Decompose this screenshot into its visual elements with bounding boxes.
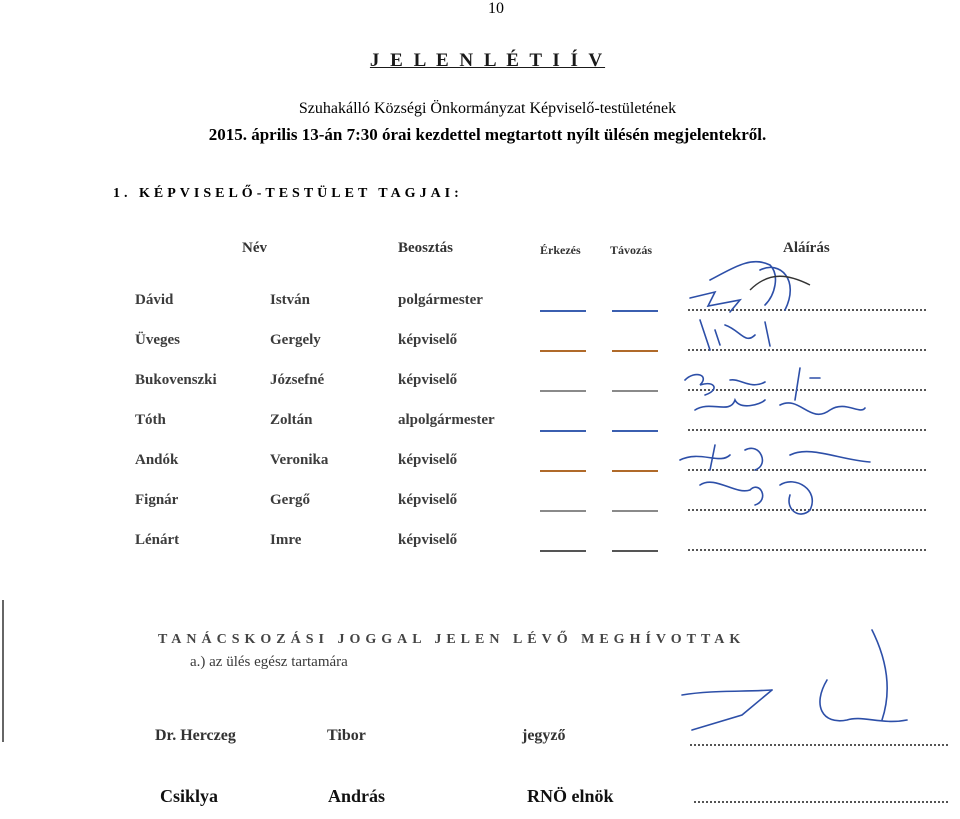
subtitle-line2: 2015. április 13-án 7:30 órai kezdettel megtartott nyílt ülésén megjelentekről. xyxy=(208,125,767,144)
section2-heading: TANÁCSKOZÁSI JOGGAL JELEN LÉVŐ MEGHÍVOTTAK xyxy=(158,632,746,647)
member-last-name: Dávid xyxy=(135,292,174,308)
arrival-line xyxy=(540,550,586,552)
margin-line xyxy=(2,600,4,742)
member-first-name: István xyxy=(270,292,311,308)
invitee-first-name: Tibor xyxy=(327,727,366,744)
member-last-name: Bukovenszki xyxy=(135,372,217,388)
member-last-name: Andók xyxy=(135,452,179,468)
arrival-line xyxy=(540,470,586,472)
header-departure: Távozás xyxy=(610,243,652,257)
arrival-line xyxy=(540,310,586,312)
section2-subheading: a.) az ülés egész tartamára xyxy=(190,654,348,670)
arrival-line xyxy=(540,510,586,512)
member-role: képviselő xyxy=(398,532,458,548)
member-role: képviselő xyxy=(398,372,458,388)
member-last-name: Üveges xyxy=(135,332,180,348)
departure-line xyxy=(612,310,658,312)
header-arrival: Érkezés xyxy=(540,243,581,257)
arrival-line xyxy=(540,390,586,392)
invitee-role: jegyző xyxy=(522,727,566,744)
member-first-name: Imre xyxy=(270,532,302,548)
departure-line xyxy=(612,550,658,552)
arrival-line xyxy=(540,430,586,432)
page-number: 10 xyxy=(488,0,504,17)
header-position: Beosztás xyxy=(398,240,453,256)
member-role: képviselő xyxy=(398,332,458,348)
arrival-line xyxy=(540,350,586,352)
signature-line xyxy=(694,801,948,803)
invitee-last-name: Dr. Herczeg xyxy=(155,727,236,744)
subtitle-line1: Szuhakálló Községi Önkormányzat Képviselő-testületének xyxy=(298,100,677,117)
member-last-name: Lénárt xyxy=(135,532,180,548)
departure-line xyxy=(612,470,658,472)
member-first-name: Gergő xyxy=(270,492,310,508)
departure-line xyxy=(612,510,658,512)
section1-heading: 1. KÉPVISELŐ-TESTÜLET TAGJAI: xyxy=(113,186,463,201)
signature-line xyxy=(688,549,926,551)
header-signature: Aláírás xyxy=(783,240,830,256)
handwritten-signature-invitee xyxy=(672,620,912,750)
member-first-name: Veronika xyxy=(270,452,329,468)
member-role: alpolgármester xyxy=(398,412,495,428)
member-role: polgármester xyxy=(398,292,483,308)
member-first-name: Zoltán xyxy=(270,412,313,428)
invitee-role: RNÖ elnök xyxy=(527,786,614,806)
member-role: képviselő xyxy=(398,492,458,508)
member-first-name: Gergely xyxy=(270,332,321,348)
document-title: J E L E N L É T I Í V xyxy=(369,50,606,71)
departure-line xyxy=(612,350,658,352)
departure-line xyxy=(612,390,658,392)
handwritten-signatures xyxy=(670,250,940,530)
member-role: képviselő xyxy=(398,452,458,468)
member-first-name: Józsefné xyxy=(270,372,325,388)
member-last-name: Fignár xyxy=(135,492,179,508)
invitee-first-name: András xyxy=(328,786,386,806)
departure-line xyxy=(612,430,658,432)
member-last-name: Tóth xyxy=(135,412,166,428)
invitee-last-name: Csiklya xyxy=(160,786,219,806)
header-name: Név xyxy=(242,240,267,256)
